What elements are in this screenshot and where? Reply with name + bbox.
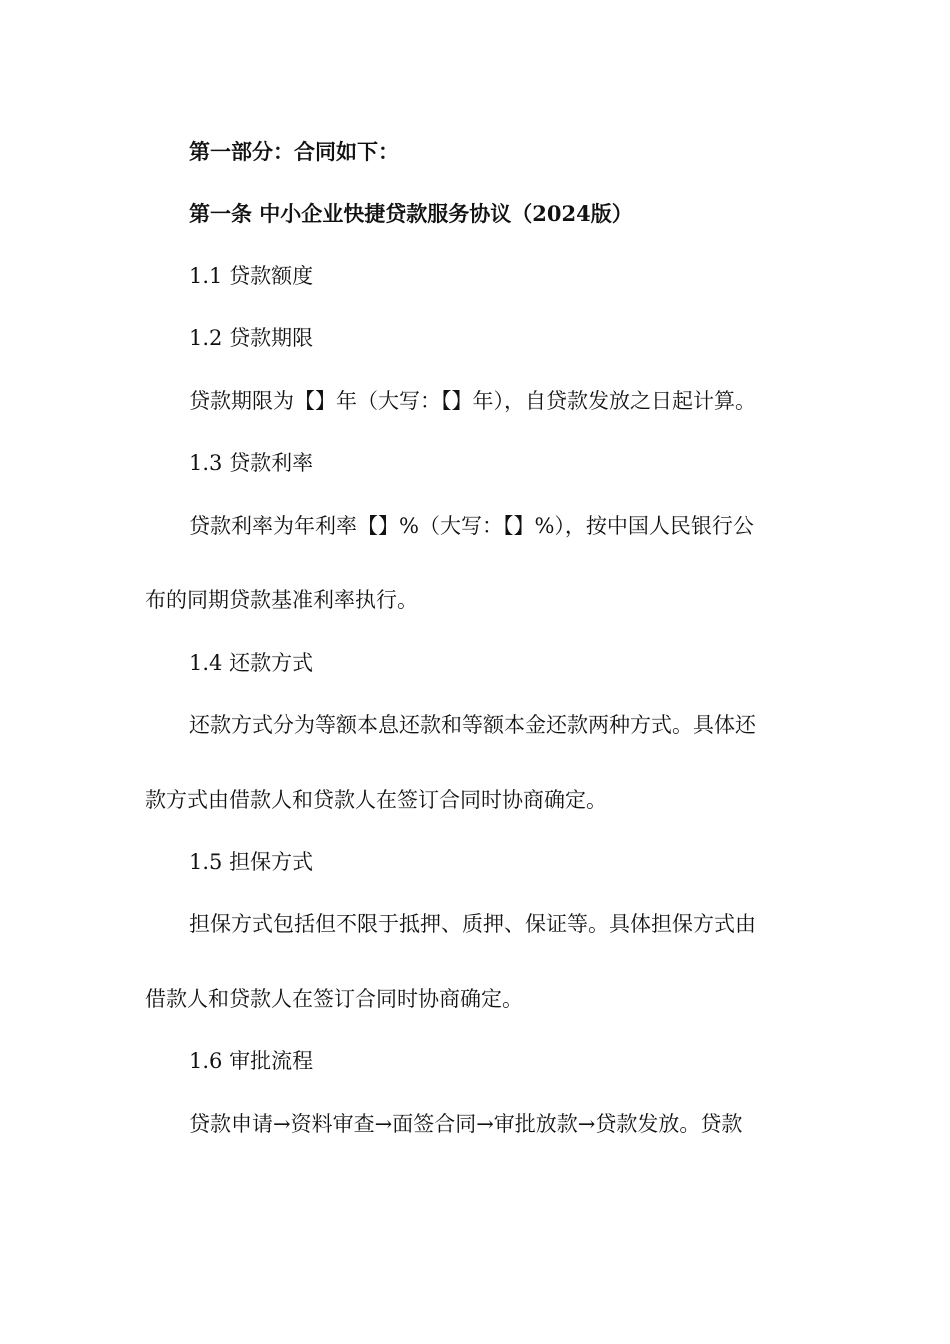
paragraph-interest-rate-line-1: 贷款利率为年利率【】%（大写：【】%），按中国人民银行公 bbox=[189, 514, 754, 538]
paragraph-repayment-line-2: 款方式由借款人和贷款人在签订合同时协商确定。 bbox=[145, 788, 607, 812]
section-heading-1-6: 1.6 审批流程 bbox=[189, 1049, 314, 1073]
article-title: 第一条 中小企业快捷贷款服务协议（2024版） bbox=[189, 201, 633, 226]
section-heading-1-3: 1.3 贷款利率 bbox=[189, 451, 314, 475]
paragraph-interest-rate-line-2: 布的同期贷款基准利率执行。 bbox=[145, 588, 418, 612]
paragraph-guarantee-line-2: 借款人和贷款人在签订合同时协商确定。 bbox=[145, 987, 523, 1011]
paragraph-loan-term: 贷款期限为【】年（大写：【】年），自贷款发放之日起计算。 bbox=[189, 389, 756, 413]
part-title: 第一部分：合同如下： bbox=[189, 139, 399, 164]
section-heading-1-2: 1.2 贷款期限 bbox=[189, 326, 314, 350]
paragraph-guarantee-line-1: 担保方式包括但不限于抵押、质押、保证等。具体担保方式由 bbox=[189, 912, 756, 936]
paragraph-repayment-line-1: 还款方式分为等额本息还款和等额本金还款两种方式。具体还 bbox=[189, 713, 756, 737]
section-heading-1-5: 1.5 担保方式 bbox=[189, 850, 314, 874]
paragraph-approval-process-line-1: 贷款申请→资料审查→面签合同→审批放款→贷款发放。贷款 bbox=[189, 1112, 743, 1136]
section-heading-1-4: 1.4 还款方式 bbox=[189, 651, 314, 675]
section-heading-1-1: 1.1 贷款额度 bbox=[189, 264, 314, 288]
